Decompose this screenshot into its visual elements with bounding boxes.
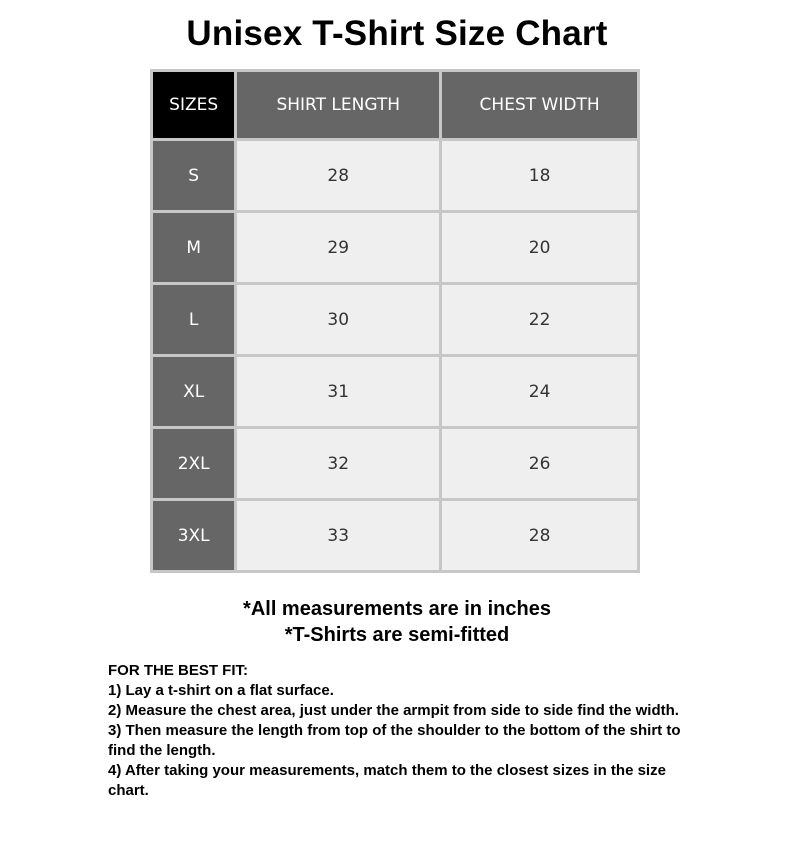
chest-cell: 18 — [442, 141, 637, 210]
size-cell: 3XL — [153, 501, 234, 570]
table-row — [153, 357, 637, 426]
size-cell: L — [153, 285, 234, 354]
header-sizes: SIZES — [153, 72, 234, 138]
size-chart-table — [150, 69, 640, 573]
length-cell: 32 — [237, 429, 439, 498]
best-fit-heading: FOR THE BEST FIT: — [108, 662, 248, 679]
chest-cell: 26 — [442, 429, 637, 498]
length-cell: 31 — [237, 357, 439, 426]
length-cell: 33 — [237, 501, 439, 570]
header-chest-width: CHEST WIDTH — [442, 72, 637, 138]
length-cell: 30 — [237, 285, 439, 354]
table-row — [153, 285, 637, 354]
instruction-step: 1) Lay a t-shirt on a flat surface. — [108, 682, 334, 699]
size-cell: S — [153, 141, 234, 210]
size-cell: 2XL — [153, 429, 234, 498]
chest-cell: 28 — [442, 501, 637, 570]
length-cell: 28 — [237, 141, 439, 210]
table-row — [153, 429, 637, 498]
size-cell: XL — [153, 357, 234, 426]
note-semi-fitted: *T-Shirts are semi-fitted — [284, 624, 510, 646]
instruction-step: 2) Measure the chest area, just under the armpit from side to side find the width. — [108, 702, 679, 719]
instruction-step: 3) Then measure the length from top of the shoulder to the bottom of the shirt to find the length. — [108, 722, 681, 759]
table-row — [153, 141, 637, 210]
table-row — [153, 501, 637, 570]
chest-cell: 24 — [442, 357, 637, 426]
header-shirt-length: SHIRT LENGTH — [237, 72, 439, 138]
page-title: Unisex T-Shirt Size Chart — [186, 14, 608, 53]
instruction-step: 4) After taking your measurements, match them to the closest sizes in the size chart. — [108, 762, 666, 799]
chest-cell: 22 — [442, 285, 637, 354]
length-cell: 29 — [237, 213, 439, 282]
size-cell: M — [153, 213, 234, 282]
table-header-row — [153, 72, 637, 138]
measurement-notes — [0, 596, 794, 648]
table-row — [153, 213, 637, 282]
note-inches: *All measurements are in inches — [243, 598, 551, 620]
chest-cell: 20 — [442, 213, 637, 282]
best-fit-instructions — [108, 661, 708, 801]
